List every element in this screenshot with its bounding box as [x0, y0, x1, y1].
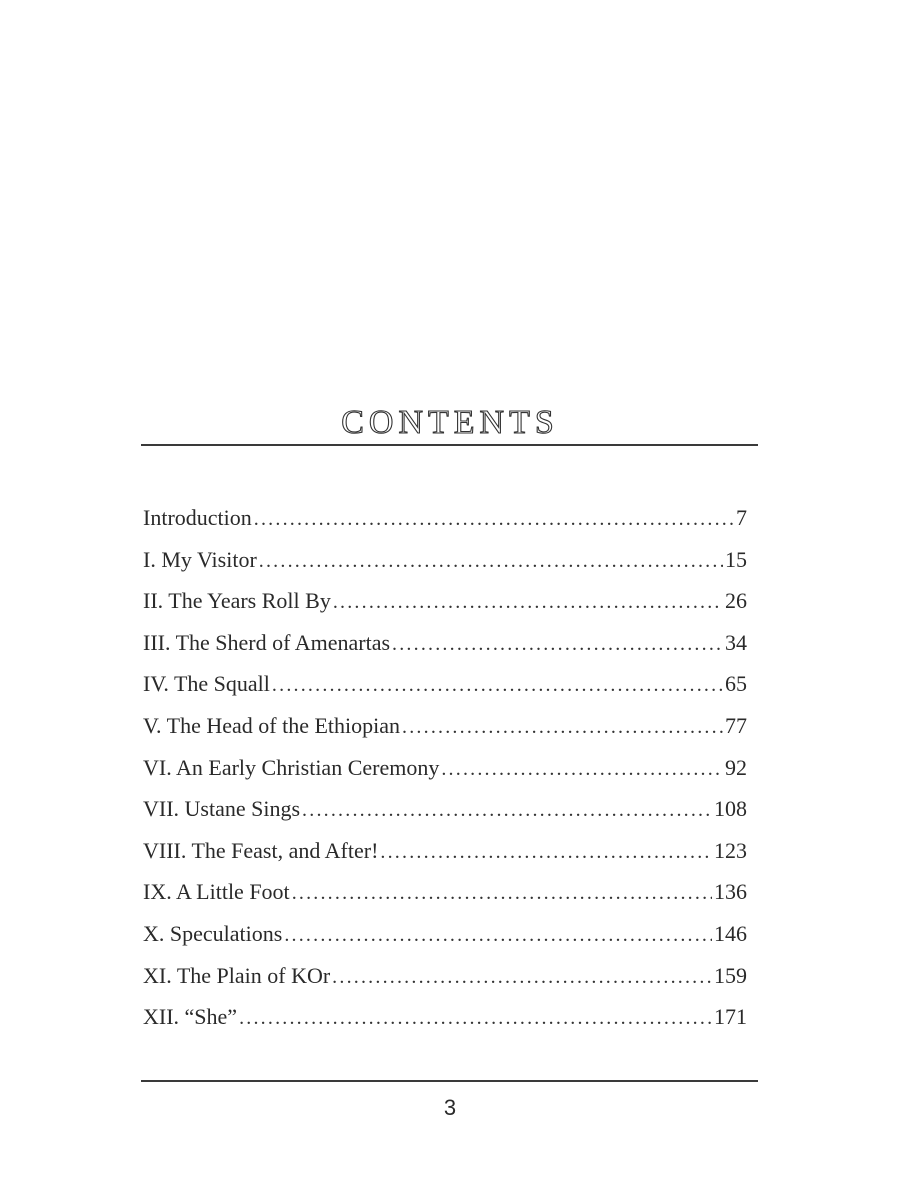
page-title: CONTENTS: [341, 403, 559, 441]
toc-entry-page: 7: [736, 505, 747, 530]
toc-entry[interactable]: [143, 788, 747, 830]
toc-entry-page: 136: [714, 879, 747, 905]
toc-entry-title: X. Speculations: [143, 920, 283, 946]
toc-entry[interactable]: [143, 913, 747, 955]
toc-entry[interactable]: [143, 996, 747, 1038]
toc-entry-page: 171: [714, 1004, 747, 1030]
toc-entry-title: IV. The Squall: [143, 671, 270, 697]
toc-entry[interactable]: [143, 497, 747, 539]
toc-entry[interactable]: [143, 622, 747, 664]
toc-entry-page: 26: [725, 588, 747, 614]
toc-entry-title: V. The Head of the Ethiopian: [143, 712, 401, 738]
toc-entry[interactable]: [143, 580, 747, 622]
toc-entry-title: VIII. The Feast, and After!: [143, 837, 379, 863]
table-of-contents: [143, 497, 747, 1038]
dot-leader: [332, 957, 712, 999]
toc-entry-title: XI. The Plain of KOr: [143, 962, 331, 988]
dot-leader: [284, 915, 712, 957]
dot-leader: [272, 665, 723, 707]
dot-leader: [292, 873, 712, 915]
dot-leader: [333, 582, 723, 624]
toc-entry[interactable]: [143, 871, 747, 913]
toc-entry-page: 34: [725, 629, 747, 655]
toc-entry-page: 92: [725, 754, 747, 780]
dot-leader: [402, 707, 723, 749]
dot-leader: [392, 624, 723, 666]
toc-entry-page: 65: [725, 671, 747, 697]
toc-entry-title: VI. An Early Christian Ceremony: [143, 754, 440, 780]
toc-entry-title: IX. A Little Foot: [143, 879, 290, 905]
dot-leader: [380, 832, 712, 874]
toc-entry-title: III. The Sherd of Amenartas: [143, 629, 391, 655]
toc-entry[interactable]: [143, 955, 747, 997]
toc-entry-page: 123: [714, 837, 747, 863]
toc-entry-title: II. The Years Roll By: [143, 588, 331, 614]
toc-entry[interactable]: [143, 663, 747, 705]
toc-entry-page: 159: [714, 962, 747, 988]
toc-entry-page: 15: [725, 546, 747, 572]
page-number: 3: [443, 1095, 457, 1120]
toc-entry-page: 77: [725, 712, 747, 738]
toc-entry-title: VII. Ustane Sings: [143, 796, 301, 822]
toc-entry-title: XII. “She”: [143, 1004, 238, 1030]
dot-leader: [302, 790, 712, 832]
toc-entry-page: 108: [714, 796, 747, 822]
toc-entry-page: 146: [714, 920, 747, 946]
dot-leader: [254, 499, 734, 541]
bottom-divider: [141, 1080, 758, 1082]
top-divider: [141, 444, 758, 446]
dot-leader: [441, 749, 723, 791]
toc-entry[interactable]: [143, 705, 747, 747]
toc-entry-title: I. My Visitor: [143, 546, 257, 572]
toc-entry-title: Introduction: [143, 505, 252, 530]
toc-entry[interactable]: [143, 539, 747, 581]
toc-entry[interactable]: [143, 747, 747, 789]
toc-entry[interactable]: [143, 830, 747, 872]
dot-leader: [239, 998, 712, 1040]
dot-leader: [259, 541, 723, 583]
